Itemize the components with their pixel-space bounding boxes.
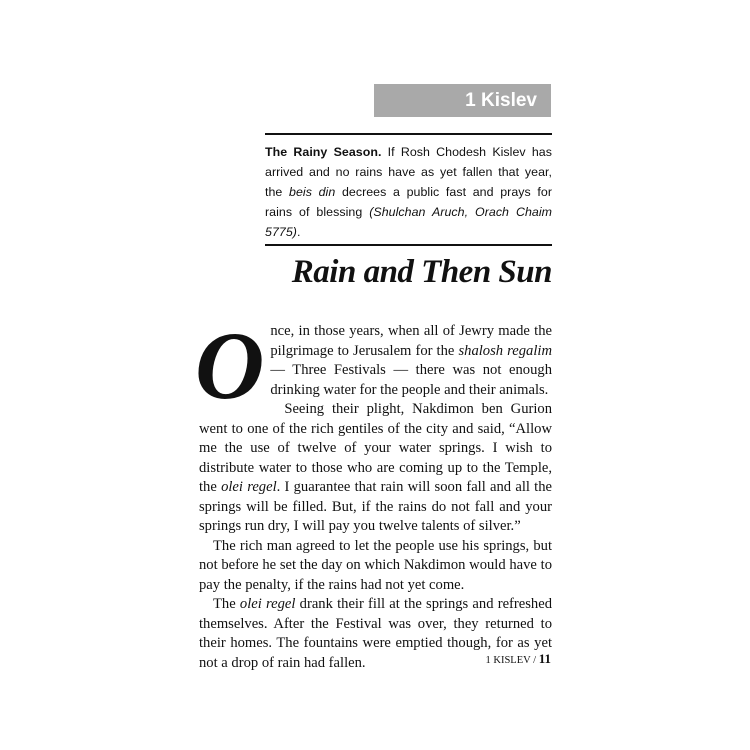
halacha-box	[265, 133, 552, 246]
story-paragraph-2	[199, 400, 552, 537]
halacha-text-1: If Rosh Chodesh Kislev has arrived and no rains have as yet fallen that year, the	[265, 145, 552, 199]
story-paragraph-3: The rich man agreed to let the people use his springs, but not before he set the day on which Nakdimon would have to pay the penalty, if the rains had not yet come.	[199, 537, 552, 593]
p4-text-b: drank their fill at the springs and refreshed themselves. After the Festival was over, they returned to their homes. The fountains were emptied though, for as yet not a drop of rain had fallen.	[199, 596, 552, 671]
drop-cap: O	[195, 312, 265, 419]
p2-text-a: Seeing their plight, Nakdimon ben Gurion went to one of the rich gentiles of the city and said, “Allow me the use of twelve of your water springs. I wish to distribute water to those who are coming up to the Temple, the	[199, 401, 552, 495]
halacha-source: (Shulchan Aruch, Orach Chaim 5775)	[265, 205, 552, 239]
page-number: 11	[538, 651, 551, 666]
halacha-lead: The Rainy Season.	[265, 145, 382, 159]
date-header-label: 1 Kislev	[465, 90, 537, 111]
p4-text-a: The	[213, 596, 240, 612]
story-title: Rain and Then Sun	[291, 254, 552, 290]
p2-text-b: . I guarantee that rain will soon fall and all the springs will be filled. But, if the rains do not fall and your springs run dry, I will pay you twelve talents of silver.”	[199, 479, 552, 534]
p1-text-b: — Three Festivals — there was not enough drinking water for the people and their animals.	[270, 362, 552, 398]
story-paragraph-1	[195, 312, 552, 419]
running-head: 1 KISLEV /	[485, 655, 537, 666]
p1-text-a: nce, in those years, when all of Jewry made the pilgrimage to Jerusalem for the	[270, 323, 552, 359]
p2-italic: olei regel	[221, 479, 277, 495]
p1-italic: shalosh regalim	[458, 342, 552, 359]
halacha-text-2: decrees a public fast and prays for rains of blessing	[265, 185, 553, 219]
halacha-end: .	[296, 225, 301, 239]
p4-italic: olei regel	[239, 596, 296, 612]
halacha-italic-term: beis din	[289, 185, 336, 199]
story-body	[195, 312, 552, 673]
date-header	[374, 84, 551, 117]
page-footer	[400, 651, 551, 669]
